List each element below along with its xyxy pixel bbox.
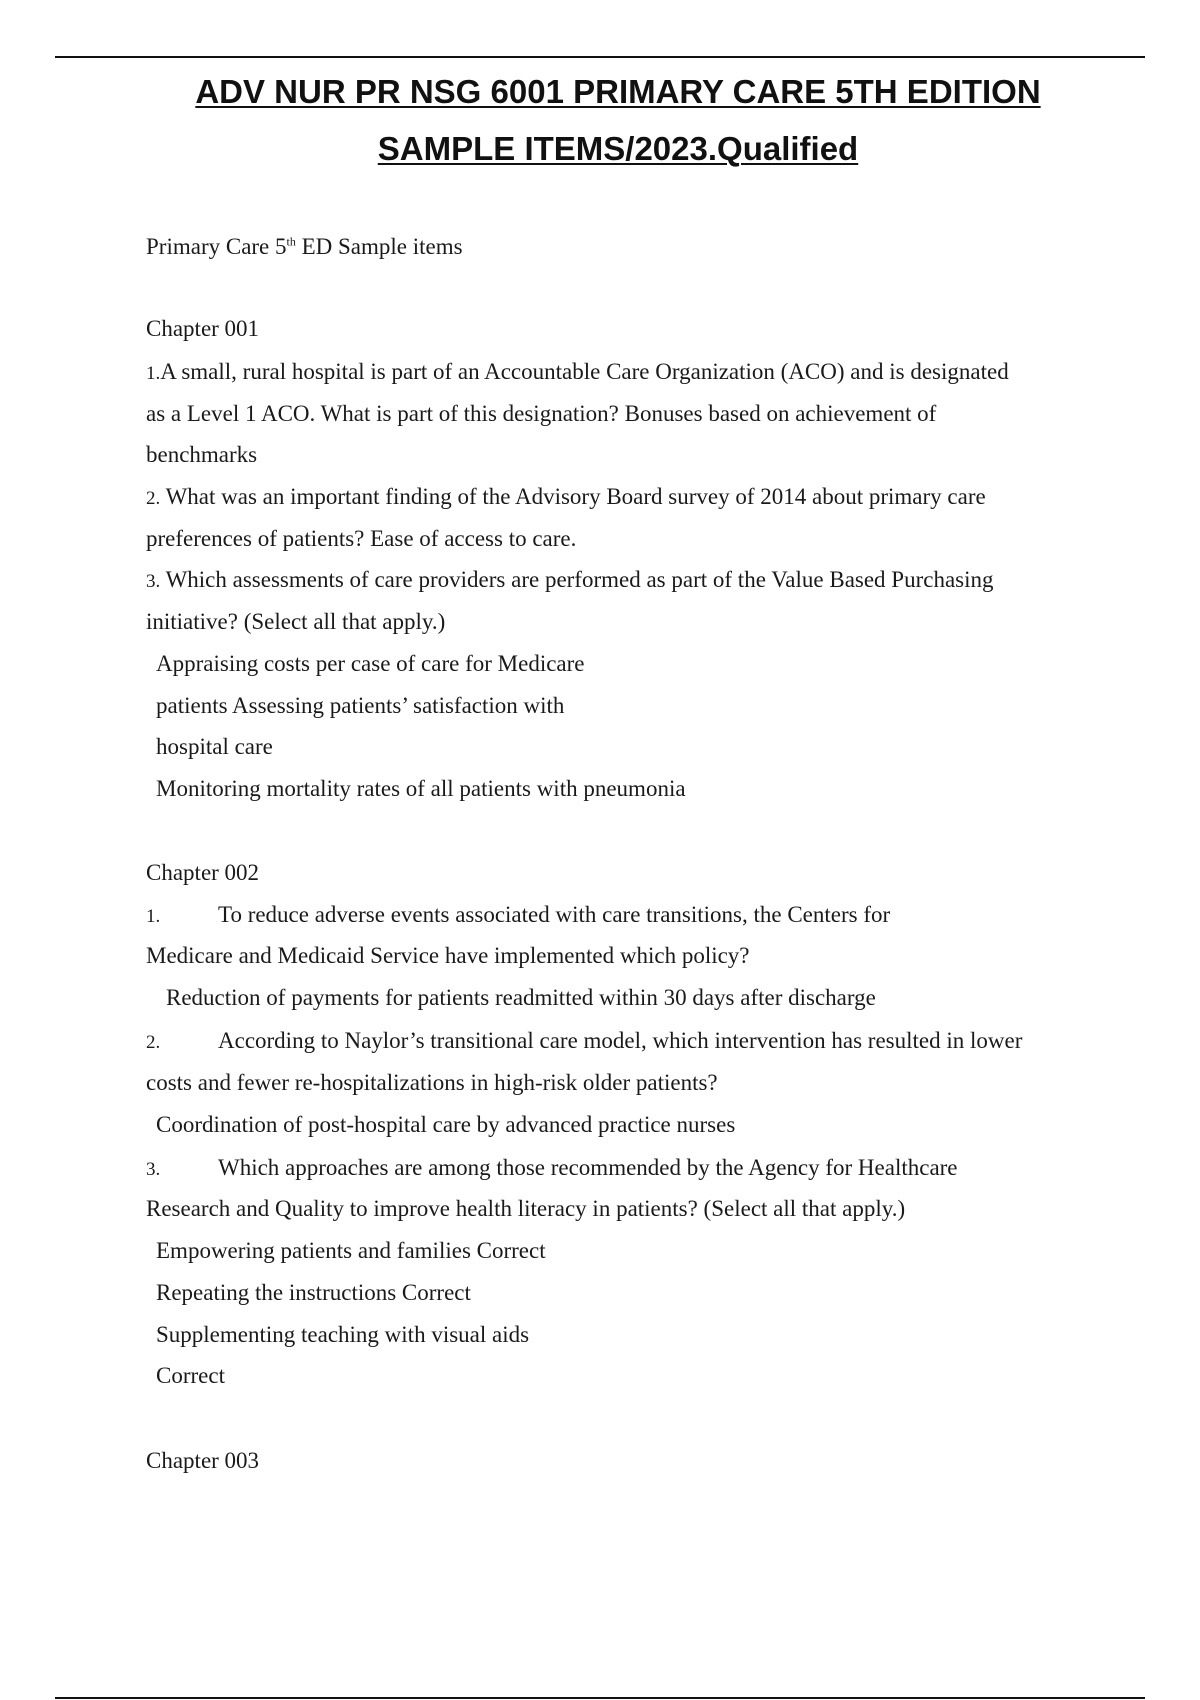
document-title-line2: SAMPLE ITEMS/2023.Qualified: [377, 130, 859, 167]
question-text: To reduce adverse events associated with care transitions, the Centers for: [218, 902, 891, 927]
answer-line: patients Assessing patients’ satisfaction with: [156, 693, 565, 718]
answer-line: Empowering patients and families Correct: [156, 1238, 546, 1263]
question-number: 1.: [146, 363, 161, 384]
question-line: [146, 1153, 958, 1185]
question-line: [146, 565, 994, 597]
question-number: 3.: [146, 571, 161, 592]
intro-text-end: ED Sample items: [295, 234, 463, 259]
chapter-heading: Chapter 002: [146, 860, 260, 885]
question-line: [146, 1026, 1022, 1058]
question-text: Which assessments of care providers are performed as part of the Value Based Purchasing: [160, 567, 994, 592]
question-number: 2.: [146, 488, 161, 509]
answer-line: hospital care: [156, 734, 273, 759]
question-line: initiative? (Select all that apply.): [146, 609, 446, 634]
question-line: Research and Quality to improve health literacy in patients? (Select all that apply.): [146, 1196, 906, 1221]
question-text: According to Naylor’s transitional care model, which intervention has resulted in lower: [218, 1028, 1023, 1053]
question-text: What was an important finding of the Advisory Board survey of 2014 about primary care: [160, 484, 986, 509]
answer-line: Repeating the instructions Correct: [156, 1280, 471, 1305]
question-line: [146, 357, 1009, 389]
answer-line: Coordination of post-hospital care by advanced practice nurses: [156, 1112, 736, 1137]
question-line: as a Level 1 ACO. What is part of this designation? Bonuses based on achievement of: [146, 401, 937, 426]
answer-line: Monitoring mortality rates of all patients with pneumonia: [156, 776, 686, 801]
question-line: [146, 900, 890, 932]
question-text: Which approaches are among those recommended by the Agency for Healthcare: [218, 1155, 958, 1180]
answer-line: Reduction of payments for patients readmitted within 30 days after discharge: [166, 985, 876, 1010]
chapter-heading: Chapter 001: [146, 316, 260, 341]
chapter-heading: Chapter 003: [146, 1448, 260, 1473]
answer-line: Correct: [156, 1363, 225, 1388]
question-line: preferences of patients? Ease of access to care.: [146, 526, 577, 551]
top-rule: [55, 56, 1145, 58]
intro-text: Primary Care 5: [146, 234, 287, 259]
question-number: 1.: [146, 906, 161, 927]
intro-line: [146, 232, 463, 262]
question-line: benchmarks: [146, 442, 258, 467]
question-line: costs and fewer re-hospitalizations in high-risk older patients?: [146, 1070, 718, 1095]
question-number: 3.: [146, 1159, 161, 1180]
document-title-line1: ADV NUR PR NSG 6001 PRIMARY CARE 5TH EDITION: [195, 73, 1041, 110]
question-line: [146, 482, 986, 514]
bottom-rule: [55, 1697, 1145, 1699]
question-number: 2.: [146, 1032, 161, 1053]
answer-line: Appraising costs per case of care for Medicare: [156, 651, 585, 676]
intro-superscript: th: [286, 234, 296, 249]
question-text: A small, rural hospital is part of an Accountable Care Organization (ACO) and is designated: [160, 359, 1009, 384]
answer-line: Supplementing teaching with visual aids: [156, 1322, 530, 1347]
question-line: Medicare and Medicaid Service have implemented which policy?: [146, 943, 750, 968]
